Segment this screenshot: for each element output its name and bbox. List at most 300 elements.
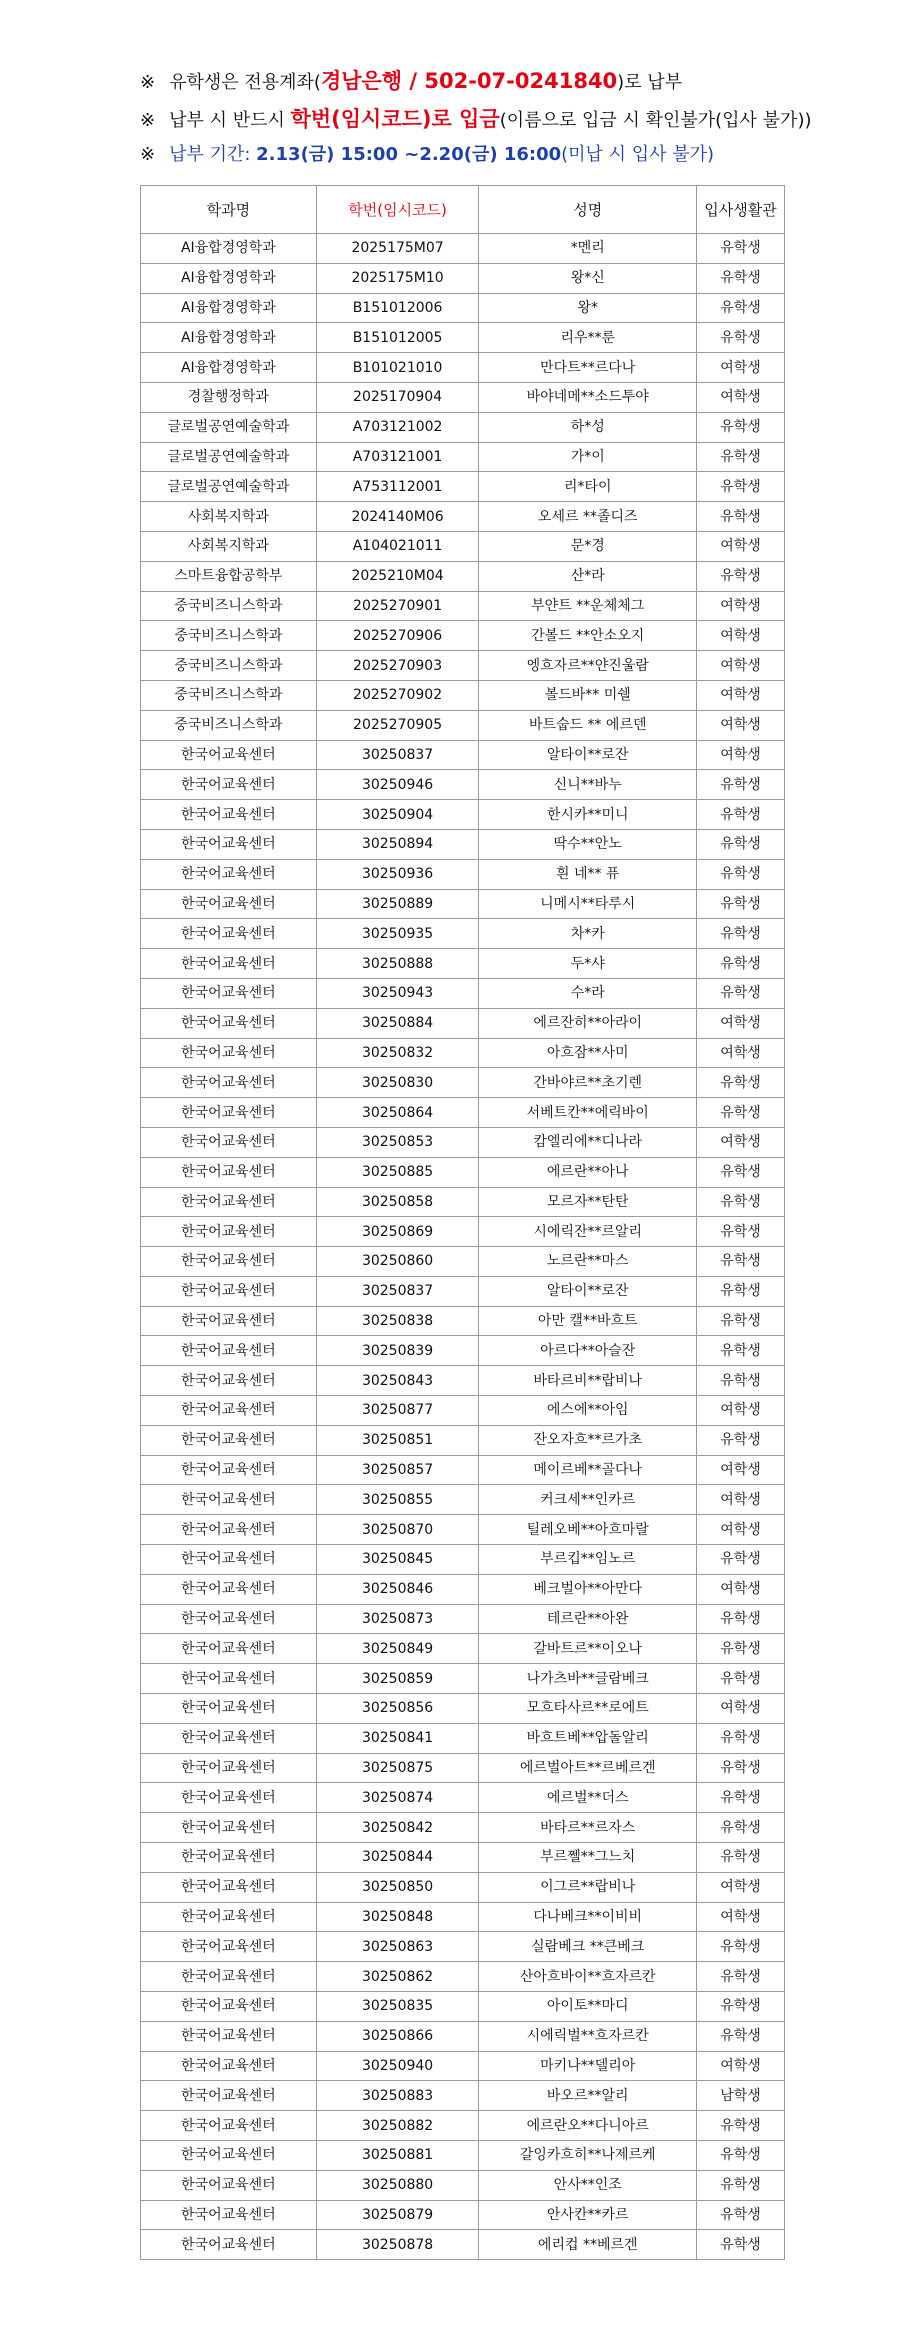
name-cell: 커크세**인카르 [479, 1485, 697, 1515]
student-id-cell: 30250863 [316, 1932, 479, 1962]
student-id-cell: 30250855 [316, 1485, 479, 1515]
student-id-cell: 30250838 [316, 1306, 479, 1336]
table-row [141, 1098, 785, 1128]
department-cell: 글로벌공연예술학과 [141, 412, 317, 442]
student-id-cell: 2025170904 [316, 382, 479, 412]
student-id-cell: 30250839 [316, 1336, 479, 1366]
name-cell: 리*타이 [479, 472, 697, 502]
deposit-highlight: 학번(임시코드)로 입금 [290, 107, 500, 131]
name-cell: 가*이 [479, 442, 697, 472]
department-cell: 한국어교육센터 [141, 1485, 317, 1515]
dormitory-cell: 유학생 [697, 1723, 785, 1753]
dormitory-cell: 여학생 [697, 1127, 785, 1157]
student-id-cell: A104021011 [316, 531, 479, 561]
name-cell: 아흐잠**사미 [479, 1038, 697, 1068]
table-row [141, 889, 785, 919]
name-cell: 볼드바** 미쉘 [479, 680, 697, 710]
department-cell: 경찰행정학과 [141, 382, 317, 412]
name-cell: 모흐타사르**로에트 [479, 1694, 697, 1724]
name-cell: 딱수**안노 [479, 829, 697, 859]
student-id-cell: 30250835 [316, 1992, 479, 2022]
department-cell: 한국어교육센터 [141, 978, 317, 1008]
dormitory-cell: 유학생 [697, 472, 785, 502]
name-cell: 바트숩드 ** 에르덴 [479, 710, 697, 740]
table-row [141, 978, 785, 1008]
department-cell: 한국어교육센터 [141, 2170, 317, 2200]
name-cell: 에르란**아나 [479, 1157, 697, 1187]
student-id-cell: 30250879 [316, 2200, 479, 2230]
department-cell: 한국어교육센터 [141, 1962, 317, 1992]
student-id-cell: 2024140M06 [316, 502, 479, 532]
table-row [141, 1515, 785, 1545]
dormitory-cell: 유학생 [697, 234, 785, 264]
bank-account: 경남은행 / 502-07-0241840 [320, 69, 618, 93]
student-id-cell: 30250845 [316, 1545, 479, 1575]
student-id-cell: 30250873 [316, 1604, 479, 1634]
dormitory-cell: 유학생 [697, 1366, 785, 1396]
student-id-cell: 30250885 [316, 1157, 479, 1187]
department-cell: 한국어교육센터 [141, 1336, 317, 1366]
department-cell: AI융합경영학과 [141, 263, 317, 293]
department-cell: 사회복지학과 [141, 531, 317, 561]
table-row [141, 1574, 785, 1604]
dormitory-cell: 유학생 [697, 800, 785, 830]
notice-account-pre: 유학생은 전용계좌( [169, 72, 321, 93]
student-id-cell: 30250946 [316, 770, 479, 800]
notice-deposit-rule [140, 106, 811, 134]
student-id-cell: 30250837 [316, 1276, 479, 1306]
name-cell: 차*카 [479, 919, 697, 949]
department-cell: 중국비즈니스학과 [141, 621, 317, 651]
department-cell: 한국어교육센터 [141, 1366, 317, 1396]
table-row [141, 1038, 785, 1068]
table-row [141, 1634, 785, 1664]
name-cell: 왕* [479, 293, 697, 323]
name-cell: 만다트**르다나 [479, 353, 697, 383]
dormitory-cell: 유학생 [697, 1217, 785, 1247]
table-row [141, 1813, 785, 1843]
department-cell: 한국어교육센터 [141, 1068, 317, 1098]
table-row [141, 263, 785, 293]
department-cell: 한국어교육센터 [141, 1187, 317, 1217]
table-row [141, 561, 785, 591]
department-cell: 한국어교육센터 [141, 1217, 317, 1247]
dormitory-cell: 유학생 [697, 1157, 785, 1187]
department-cell: 스마트융합공학부 [141, 561, 317, 591]
name-cell: 바오르**알리 [479, 2081, 697, 2111]
name-cell: 에르잔히**아라이 [479, 1008, 697, 1038]
dormitory-cell: 유학생 [697, 1813, 785, 1843]
table-row [141, 1872, 785, 1902]
name-cell: 실람베크 **큰베크 [479, 1932, 697, 1962]
student-id-cell: 2025175M10 [316, 263, 479, 293]
notice-period [140, 142, 714, 168]
department-cell: 한국어교육센터 [141, 1127, 317, 1157]
student-id-cell: 30250860 [316, 1247, 479, 1277]
department-cell: 한국어교육센터 [141, 1276, 317, 1306]
dormitory-cell: 여학생 [697, 1038, 785, 1068]
department-cell: 한국어교육센터 [141, 859, 317, 889]
department-cell: 한국어교육센터 [141, 2230, 317, 2260]
student-id-cell: 30250842 [316, 1813, 479, 1843]
dormitory-cell: 유학생 [697, 442, 785, 472]
name-cell: 하*성 [479, 412, 697, 442]
student-id-cell: 2025175M07 [316, 234, 479, 264]
dormitory-cell: 유학생 [697, 1932, 785, 1962]
student-id-cell: 30250864 [316, 1098, 479, 1128]
dormitory-cell: 유학생 [697, 1425, 785, 1455]
department-cell: 한국어교육센터 [141, 1753, 317, 1783]
department-cell: 한국어교육센터 [141, 1545, 317, 1575]
table-row [141, 1276, 785, 1306]
name-cell: 갈잉카흐히**나제르케 [479, 2141, 697, 2171]
department-cell: 한국어교육센터 [141, 1396, 317, 1426]
table-row [141, 1306, 785, 1336]
student-id-cell: 30250874 [316, 1783, 479, 1813]
department-cell: 한국어교육센터 [141, 2141, 317, 2171]
table-row [141, 1694, 785, 1724]
student-id-cell: 30250846 [316, 1574, 479, 1604]
dormitory-cell: 유학생 [697, 1634, 785, 1664]
dormitory-cell: 유학생 [697, 770, 785, 800]
table-row [141, 1962, 785, 1992]
table-row [141, 2141, 785, 2171]
reference-mark: ※ [140, 72, 156, 93]
dormitory-cell: 유학생 [697, 949, 785, 979]
student-id-cell: 30250940 [316, 2051, 479, 2081]
dormitory-cell: 유학생 [697, 859, 785, 889]
department-cell: 중국비즈니스학과 [141, 651, 317, 681]
department-cell: AI융합경영학과 [141, 293, 317, 323]
table-row [141, 1247, 785, 1277]
reference-mark: ※ [140, 144, 156, 165]
name-cell: 니메시**타루시 [479, 889, 697, 919]
name-cell: 에르벌**더스 [479, 1783, 697, 1813]
table-row [141, 1664, 785, 1694]
table-row [141, 2021, 785, 2051]
student-id-cell: 30250894 [316, 829, 479, 859]
name-cell: 안사**인조 [479, 2170, 697, 2200]
dormitory-cell: 여학생 [697, 1574, 785, 1604]
student-id-cell: 30250853 [316, 1127, 479, 1157]
name-cell: 에스에**아임 [479, 1396, 697, 1426]
department-cell: 한국어교육센터 [141, 1932, 317, 1962]
name-cell: 한시카**미니 [479, 800, 697, 830]
department-cell: 한국어교육센터 [141, 1902, 317, 1932]
table-row [141, 1992, 785, 2022]
table-row [141, 234, 785, 264]
dormitory-cell: 유학생 [697, 323, 785, 353]
student-id-cell: 30250848 [316, 1902, 479, 1932]
dormitory-cell: 유학생 [697, 1664, 785, 1694]
department-cell: 중국비즈니스학과 [141, 680, 317, 710]
name-cell: 두*샤 [479, 949, 697, 979]
table-row [141, 472, 785, 502]
department-cell: 한국어교육센터 [141, 829, 317, 859]
dormitory-cell: 여학생 [697, 591, 785, 621]
department-cell: 한국어교육센터 [141, 949, 317, 979]
name-cell: 부얀트 **운체체그 [479, 591, 697, 621]
student-id-cell: 30250841 [316, 1723, 479, 1753]
student-id-cell: 30250880 [316, 2170, 479, 2200]
dormitory-cell: 유학생 [697, 1247, 785, 1277]
department-cell: 중국비즈니스학과 [141, 710, 317, 740]
department-cell: 한국어교육센터 [141, 2081, 317, 2111]
student-id-cell: 30250844 [316, 1843, 479, 1873]
student-id-cell: 2025270905 [316, 710, 479, 740]
dormitory-roster-table [140, 185, 785, 2260]
student-id-cell: B101021010 [316, 353, 479, 383]
department-cell: 한국어교육센터 [141, 1992, 317, 2022]
name-cell: 시에릭잔**르알리 [479, 1217, 697, 1247]
table-row [141, 1783, 785, 1813]
table-row [141, 1723, 785, 1753]
name-cell: 이그르**랍비나 [479, 1872, 697, 1902]
name-cell: 에르란오**다니아르 [479, 2111, 697, 2141]
department-cell: AI융합경영학과 [141, 353, 317, 383]
student-id-cell: 2025270902 [316, 680, 479, 710]
name-cell: 에르벌아트**르베르겐 [479, 1753, 697, 1783]
dormitory-cell: 여학생 [697, 1902, 785, 1932]
name-cell: 서베트칸**에릭바이 [479, 1098, 697, 1128]
table-row [141, 949, 785, 979]
student-id-cell: 2025210M04 [316, 561, 479, 591]
dormitory-cell: 유학생 [697, 2200, 785, 2230]
table-row [141, 323, 785, 353]
table-row [141, 710, 785, 740]
dormitory-cell: 여학생 [697, 1396, 785, 1426]
student-id-cell: 30250882 [316, 2111, 479, 2141]
dormitory-cell: 여학생 [697, 710, 785, 740]
department-cell: 한국어교육센터 [141, 1008, 317, 1038]
department-cell: 한국어교육센터 [141, 1843, 317, 1873]
name-cell: 테르란**아완 [479, 1604, 697, 1634]
notice-deposit-pre: 납부 시 반드시 [169, 110, 291, 131]
dormitory-cell: 유학생 [697, 1783, 785, 1813]
name-cell: 베크벌아**아만다 [479, 1574, 697, 1604]
department-cell: 한국어교육센터 [141, 770, 317, 800]
name-cell: 아만 캘**바흐트 [479, 1306, 697, 1336]
department-cell: 중국비즈니스학과 [141, 591, 317, 621]
table-row [141, 859, 785, 889]
dormitory-cell: 유학생 [697, 1068, 785, 1098]
name-cell: 마키나**델리아 [479, 2051, 697, 2081]
student-id-cell: 30250883 [316, 2081, 479, 2111]
name-cell: 안사칸**카르 [479, 2200, 697, 2230]
table-row [141, 800, 785, 830]
department-cell: 한국어교육센터 [141, 2021, 317, 2051]
table-row [141, 2170, 785, 2200]
student-id-cell: 30250877 [316, 1396, 479, 1426]
dormitory-cell: 유학생 [697, 1992, 785, 2022]
name-cell: 문*경 [479, 531, 697, 561]
student-id-cell: 30250830 [316, 1068, 479, 1098]
name-cell: 나가츠바**글람베크 [479, 1664, 697, 1694]
name-cell: 왕*신 [479, 263, 697, 293]
name-cell: 오세르 **졸디즈 [479, 502, 697, 532]
name-cell: 흰 네** 퓨 [479, 859, 697, 889]
table-row [141, 293, 785, 323]
table-row [141, 1217, 785, 1247]
dormitory-cell: 여학생 [697, 651, 785, 681]
student-id-cell: A753112001 [316, 472, 479, 502]
department-cell: 한국어교육센터 [141, 919, 317, 949]
department-cell: 한국어교육센터 [141, 1783, 317, 1813]
department-cell: 한국어교육센터 [141, 2200, 317, 2230]
dormitory-cell: 유학생 [697, 2111, 785, 2141]
table-row [141, 1157, 785, 1187]
student-id-cell: 2025270901 [316, 591, 479, 621]
table-row [141, 1425, 785, 1455]
dormitory-cell: 유학생 [697, 263, 785, 293]
name-cell: 산아흐바이**흐자르칸 [479, 1962, 697, 1992]
department-cell: 한국어교육센터 [141, 1098, 317, 1128]
table-row [141, 1366, 785, 1396]
table-row [141, 1127, 785, 1157]
dormitory-cell: 유학생 [697, 978, 785, 1008]
dormitory-cell: 유학생 [697, 2230, 785, 2260]
table-body [141, 234, 785, 2260]
dormitory-cell: 유학생 [697, 502, 785, 532]
department-cell: 한국어교육센터 [141, 1247, 317, 1277]
dormitory-cell: 여학생 [697, 531, 785, 561]
dormitory-cell: 여학생 [697, 382, 785, 412]
name-cell: 바야네메**소드투야 [479, 382, 697, 412]
department-cell: 한국어교육센터 [141, 1306, 317, 1336]
student-id-cell: 30250832 [316, 1038, 479, 1068]
name-cell: 갈바트르**이오나 [479, 1634, 697, 1664]
table-row [141, 1455, 785, 1485]
dormitory-cell: 여학생 [697, 680, 785, 710]
department-cell: 한국어교육센터 [141, 740, 317, 770]
header-student-id: 학번(임시코드) [316, 186, 479, 234]
dormitory-cell: 여학생 [697, 740, 785, 770]
dormitory-cell: 유학생 [697, 1604, 785, 1634]
name-cell: 모르자**탄탄 [479, 1187, 697, 1217]
table-row [141, 412, 785, 442]
name-cell: 잔오자흐**르가초 [479, 1425, 697, 1455]
table-row [141, 770, 785, 800]
dormitory-cell: 여학생 [697, 2051, 785, 2081]
student-id-cell: 30250850 [316, 1872, 479, 1902]
department-cell: 한국어교육센터 [141, 1157, 317, 1187]
department-cell: 한국어교육센터 [141, 1574, 317, 1604]
dormitory-cell: 유학생 [697, 2170, 785, 2200]
name-cell: 틸레오베**아흐마랄 [479, 1515, 697, 1545]
name-cell: 노르란**마스 [479, 1247, 697, 1277]
name-cell: 알타이**로잔 [479, 1276, 697, 1306]
dormitory-cell: 유학생 [697, 889, 785, 919]
name-cell: 리우**룬 [479, 323, 697, 353]
dormitory-cell: 유학생 [697, 1306, 785, 1336]
dormitory-cell: 유학생 [697, 1187, 785, 1217]
student-id-cell: 30250936 [316, 859, 479, 889]
student-id-cell: 30250943 [316, 978, 479, 1008]
name-cell: *멘리 [479, 234, 697, 264]
student-id-cell: B151012006 [316, 293, 479, 323]
table-row [141, 2051, 785, 2081]
table-row [141, 1008, 785, 1038]
dormitory-cell: 여학생 [697, 1694, 785, 1724]
department-cell: 한국어교육센터 [141, 1723, 317, 1753]
student-id-cell: A703121001 [316, 442, 479, 472]
table-row [141, 382, 785, 412]
dormitory-cell: 유학생 [697, 1336, 785, 1366]
student-id-cell: 30250866 [316, 2021, 479, 2051]
name-cell: 간바야르**초기렌 [479, 1068, 697, 1098]
name-cell: 부르쩰**그느치 [479, 1843, 697, 1873]
table-row [141, 621, 785, 651]
table-row [141, 2200, 785, 2230]
dormitory-cell: 유학생 [697, 1545, 785, 1575]
dormitory-cell: 여학생 [697, 1455, 785, 1485]
notice-account-post: )로 납부 [617, 72, 683, 93]
dormitory-cell: 유학생 [697, 919, 785, 949]
dormitory-cell: 유학생 [697, 293, 785, 323]
dormitory-cell: 여학생 [697, 1008, 785, 1038]
name-cell: 아이토**마디 [479, 1992, 697, 2022]
student-id-cell: 30250856 [316, 1694, 479, 1724]
department-cell: 사회복지학과 [141, 502, 317, 532]
table-row [141, 591, 785, 621]
name-cell: 에리컵 **베르겐 [479, 2230, 697, 2260]
student-id-cell: 30250857 [316, 1455, 479, 1485]
student-id-cell: 30250858 [316, 1187, 479, 1217]
student-id-cell: 2025270903 [316, 651, 479, 681]
name-cell: 아르다**아슬잔 [479, 1336, 697, 1366]
dormitory-cell: 유학생 [697, 1753, 785, 1783]
department-cell: 한국어교육센터 [141, 1664, 317, 1694]
department-cell: 한국어교육센터 [141, 1872, 317, 1902]
department-cell: AI융합경영학과 [141, 234, 317, 264]
table-row [141, 829, 785, 859]
dormitory-cell: 유학생 [697, 561, 785, 591]
student-id-cell: 2025270906 [316, 621, 479, 651]
name-cell: 간볼드 **안소오지 [479, 621, 697, 651]
table-row [141, 2111, 785, 2141]
table-row [141, 740, 785, 770]
name-cell: 수*라 [479, 978, 697, 1008]
table-row [141, 1068, 785, 1098]
name-cell: 바흐트베**압돌알리 [479, 1723, 697, 1753]
department-cell: 한국어교육센터 [141, 1694, 317, 1724]
student-id-cell: 30250849 [316, 1634, 479, 1664]
dormitory-cell: 유학생 [697, 2021, 785, 2051]
student-id-cell: 30250889 [316, 889, 479, 919]
name-cell: 메이르베**골다나 [479, 1455, 697, 1485]
notice-deposit-post: (이름으로 입금 시 확인불가(입사 불가)) [499, 110, 812, 131]
department-cell: 한국어교육센터 [141, 1604, 317, 1634]
department-cell: AI융합경영학과 [141, 323, 317, 353]
dormitory-cell: 여학생 [697, 1872, 785, 1902]
dormitory-cell: 여학생 [697, 1515, 785, 1545]
student-id-cell: 30250904 [316, 800, 479, 830]
table-row [141, 1187, 785, 1217]
student-id-cell: 30250878 [316, 2230, 479, 2260]
dormitory-cell: 남학생 [697, 2081, 785, 2111]
table-row [141, 1336, 785, 1366]
table-row [141, 680, 785, 710]
name-cell: 바타르**르자스 [479, 1813, 697, 1843]
table-row [141, 1902, 785, 1932]
dormitory-cell: 유학생 [697, 2141, 785, 2171]
department-cell: 한국어교육센터 [141, 1425, 317, 1455]
student-id-cell: 30250881 [316, 2141, 479, 2171]
table-row [141, 2081, 785, 2111]
name-cell: 알타이**로잔 [479, 740, 697, 770]
table-row [141, 1604, 785, 1634]
table-row [141, 442, 785, 472]
